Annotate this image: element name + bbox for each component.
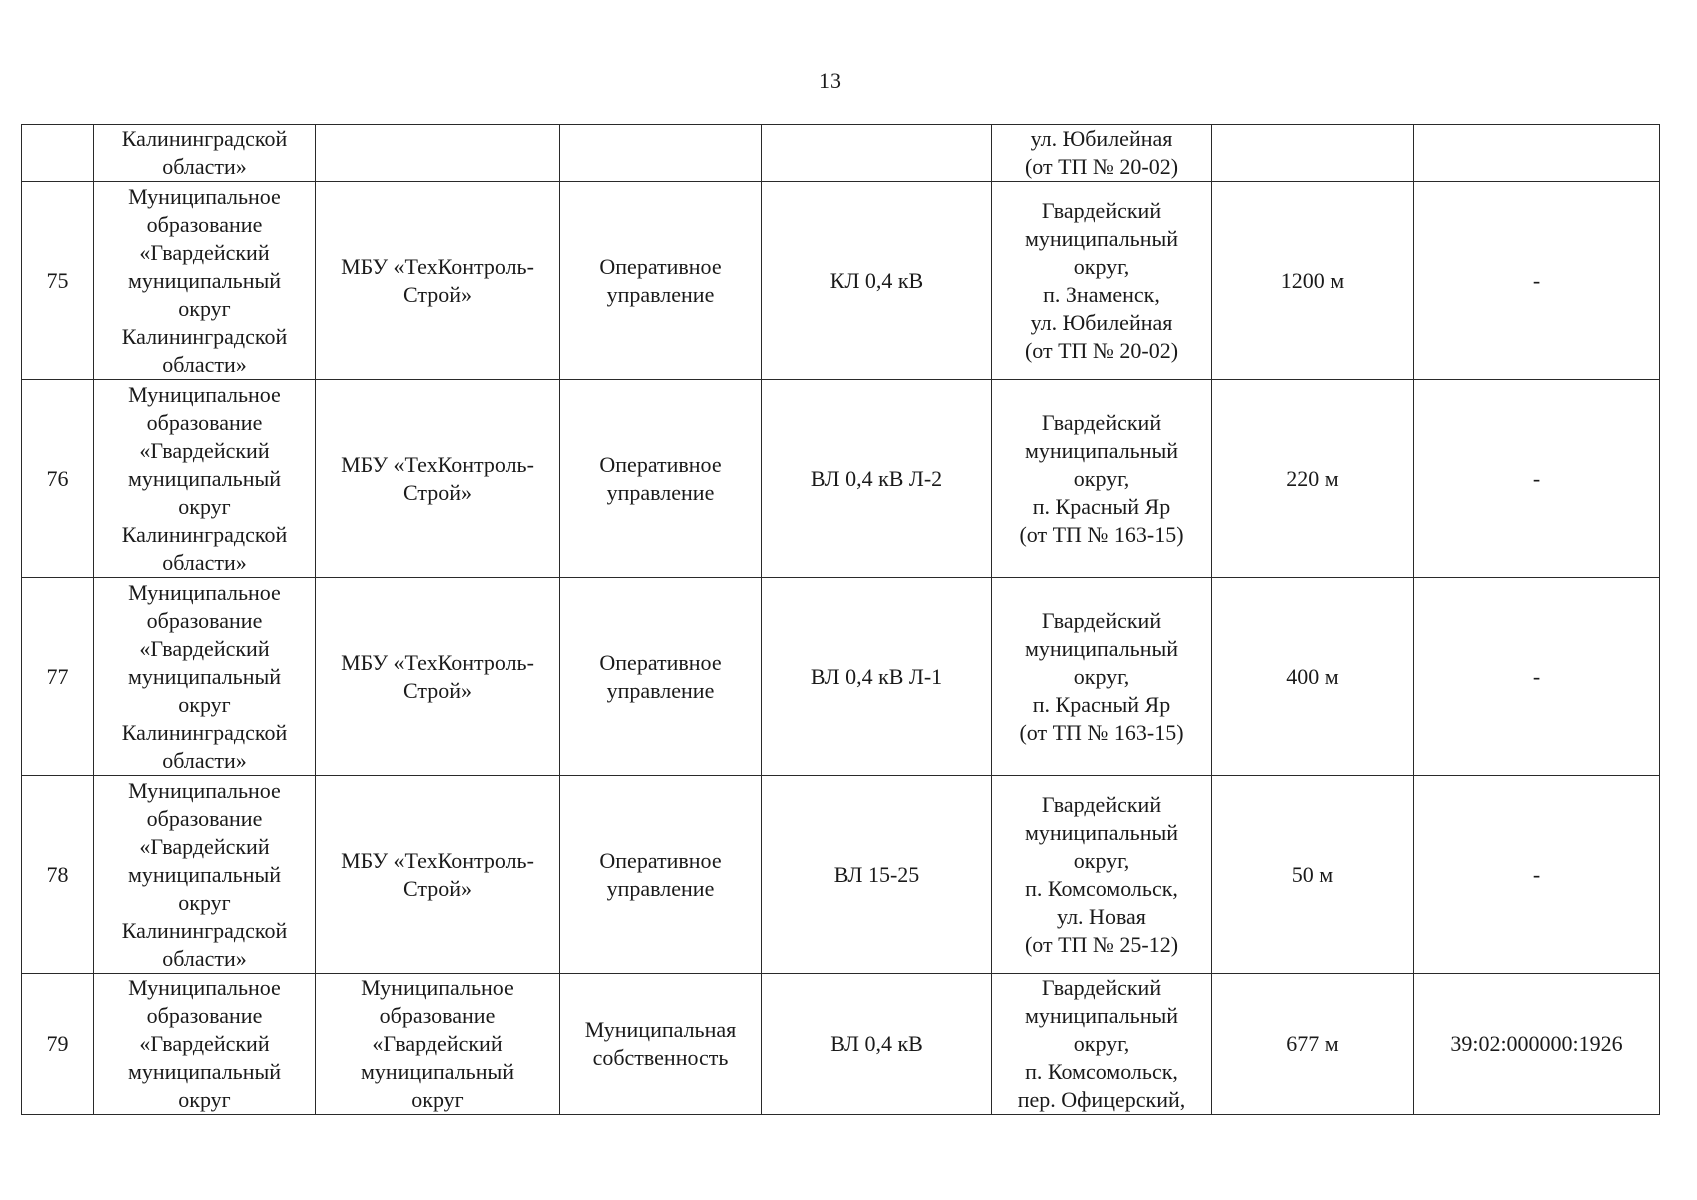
owner-cell [94,974,316,1115]
cell-line: муниципальный [1024,819,1179,845]
row-number-cell: 78 [22,776,94,974]
page-number: 13 [819,68,841,93]
cell-line: образование [146,805,263,831]
cell-line: Строй» [402,479,473,505]
cell-line: муниципальный [127,663,282,689]
cell-line: муниципальный [1024,635,1179,661]
cell-line: (от ТП № 20-02) [1024,154,1179,179]
cell-line: «Гвардейский [139,239,270,265]
cell-line: ул. Новая [1057,903,1146,929]
right-type-cell [560,776,762,974]
cadastral-number-cell: - [1414,182,1660,380]
cell-line: округ, [1073,253,1130,279]
cell-line: Калининградской [121,917,288,943]
operator-cell [316,974,560,1115]
owner-cell [94,776,316,974]
cell-line: «Гвардейский [139,833,270,859]
cell-line: МБУ «ТехКонтроль- [341,451,534,477]
cell-line: области» [162,747,247,773]
cell-line: (от ТП № 20-02) [1024,337,1179,363]
owner-cell [94,380,316,578]
object-cell [762,380,992,578]
cell-line: образование [146,607,263,633]
cadastral-number-cell [1414,125,1660,182]
cell-line: п. Знаменск, [1043,281,1160,307]
cell-line: Калининградской [121,521,288,547]
cell-line: образование [146,1003,263,1028]
cell-line: МБУ «ТехКонтроль- [341,649,534,675]
operator-cell [316,776,560,974]
cell-line: округ [178,295,231,321]
cell-line: области» [162,154,247,179]
cell-line: ул. Юбилейная [1030,309,1173,335]
cell-line: Муниципальная [584,1017,737,1042]
cell-line: п. Комсомольск, [1025,875,1178,901]
cell-line: «Гвардейский [372,1031,503,1056]
cell-line: МБУ «ТехКонтроль- [341,847,534,873]
table-row [22,380,1660,578]
cell-line: управление [606,677,715,703]
cell-line: ВЛ 0,4 кВ Л-2 [810,465,943,491]
cell-line: Муниципальное [128,975,281,1000]
address-cell [992,578,1212,776]
cell-line: Гвардейский [1041,975,1162,1000]
cell-line: Муниципальное [128,381,281,407]
cell-line: образование [379,1003,496,1028]
cell-line: (от ТП № 163-15) [1019,719,1184,745]
table-row [22,125,1660,182]
cell-line: округ [178,889,231,915]
address-cell [992,380,1212,578]
cell-line: «Гвардейский [139,1031,270,1056]
right-type-cell [560,578,762,776]
owner-cell [94,125,316,182]
cell-line: образование [146,409,263,435]
cell-line: области» [162,945,247,971]
cell-line: округ [411,1087,464,1112]
length-cell: 50 м [1212,776,1414,974]
cell-line: п. Красный Яр [1032,493,1171,519]
cell-line: округ [178,691,231,717]
cell-line: управление [606,875,715,901]
length-cell: 1200 м [1212,182,1414,380]
cadastral-number-cell: 39:02:000000:1926 [1414,974,1660,1115]
cell-line: Оперативное [599,649,722,675]
cell-line: управление [606,281,715,307]
cell-line: округ, [1073,1031,1130,1056]
cell-line: Муниципальное [128,579,281,605]
object-cell [762,125,992,182]
operator-cell [316,578,560,776]
cell-line: муниципальный [1024,1003,1179,1028]
table-row [22,182,1660,380]
cell-line: муниципальный [127,267,282,293]
cell-line: Строй» [402,281,473,307]
cell-line: муниципальный [127,861,282,887]
cell-line: Калининградской [121,126,288,151]
length-cell: 400 м [1212,578,1414,776]
cell-line: п. Комсомольск, [1025,1059,1178,1084]
cell-line: муниципальный [1024,225,1179,251]
cell-line: Гвардейский [1041,791,1162,817]
cell-line: Оперативное [599,253,722,279]
cell-line: управление [606,479,715,505]
object-cell [762,776,992,974]
cell-line: Калининградской [121,719,288,745]
right-type-cell [560,182,762,380]
object-cell [762,578,992,776]
cell-line: Гвардейский [1041,197,1162,223]
length-cell: 677 м [1212,974,1414,1115]
cell-line: муниципальный [127,465,282,491]
row-number-cell [22,125,94,182]
cell-line: округ, [1073,847,1130,873]
right-type-cell [560,380,762,578]
cell-line: Оперативное [599,451,722,477]
cell-line: пер. Офицерский, [1017,1087,1186,1112]
row-number-cell: 77 [22,578,94,776]
cell-line: Оперативное [599,847,722,873]
cell-line: Гвардейский [1041,409,1162,435]
cadastral-number-cell: - [1414,380,1660,578]
cell-line: муниципальный [1024,437,1179,463]
cell-line: п. Красный Яр [1032,691,1171,717]
cell-line: Муниципальное [128,777,281,803]
cell-line: Калининградской [121,323,288,349]
address-cell [992,182,1212,380]
cell-line: ВЛ 0,4 кВ Л-1 [810,663,943,689]
row-number-cell: 75 [22,182,94,380]
address-cell [992,776,1212,974]
operator-cell [316,182,560,380]
cell-line: (от ТП № 163-15) [1019,521,1184,547]
address-cell [992,974,1212,1115]
cell-line: ул. Юбилейная [1030,126,1173,151]
cell-line: (от ТП № 25-12) [1024,931,1179,957]
cell-line: КЛ 0,4 кВ [829,267,924,293]
address-cell [992,125,1212,182]
cell-line: муниципальный [127,1059,282,1084]
cell-line: муниципальный [360,1059,515,1084]
cell-line: области» [162,351,247,377]
cell-line: ВЛ 0,4 кВ [830,1031,923,1056]
object-cell [762,974,992,1115]
length-cell [1212,125,1414,182]
operator-cell [316,380,560,578]
owner-cell [94,578,316,776]
table-row [22,578,1660,776]
cell-line: образование [146,211,263,237]
right-type-cell [560,974,762,1115]
property-registry-table [21,124,1660,1115]
length-cell: 220 м [1212,380,1414,578]
cell-line: Муниципальное [128,183,281,209]
cadastral-number-cell: - [1414,776,1660,974]
cell-line: «Гвардейский [139,437,270,463]
cell-line: округ, [1073,465,1130,491]
cell-line: собственность [592,1045,729,1070]
right-type-cell [560,125,762,182]
cell-line: округ, [1073,663,1130,689]
cell-line: округ [178,1087,231,1112]
cell-line: ВЛ 15-25 [833,861,920,887]
cell-line: Гвардейский [1041,607,1162,633]
cell-line: Муниципальное [361,975,514,1000]
cell-line: округ [178,493,231,519]
cell-line: области» [162,549,247,575]
table-row [22,974,1660,1115]
owner-cell [94,182,316,380]
table-row [22,776,1660,974]
cadastral-number-cell: - [1414,578,1660,776]
cell-line: Строй» [402,677,473,703]
object-cell [762,182,992,380]
cell-line: Строй» [402,875,473,901]
operator-cell [316,125,560,182]
cell-line: МБУ «ТехКонтроль- [341,253,534,279]
cell-line: «Гвардейский [139,635,270,661]
row-number-cell: 76 [22,380,94,578]
row-number-cell: 79 [22,974,94,1115]
